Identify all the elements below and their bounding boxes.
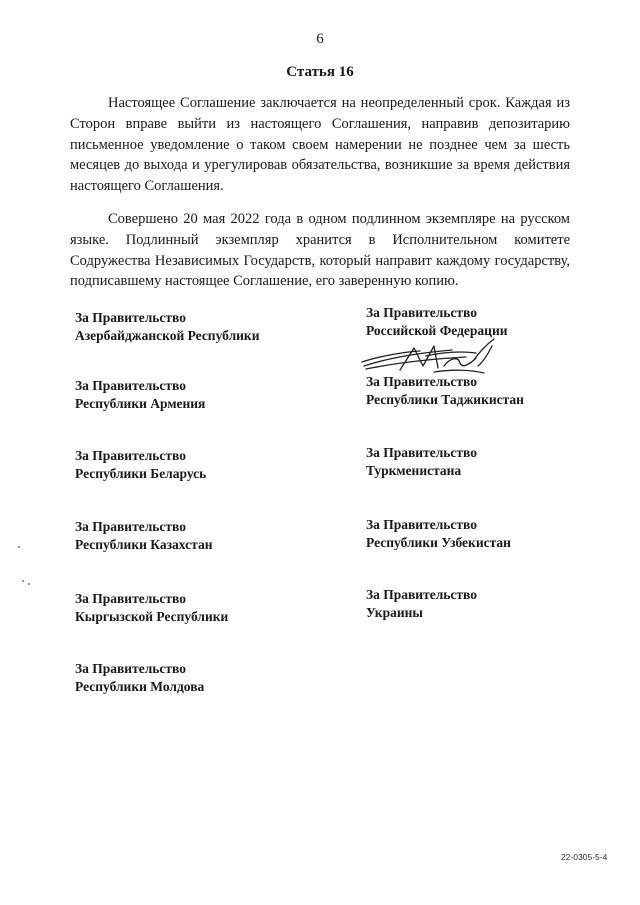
signature-block-tajikistan [366,373,524,408]
scan-speck [22,580,24,582]
signature-block-party: Российской Федерации [366,322,508,338]
signature-block-label: За Правительство [75,310,186,325]
signature-block-party: Республики Беларусь [75,465,207,481]
signature-block-ukraine [366,586,477,621]
signature-block-party: Украины [366,604,423,620]
signature-block-party: Азербайджанской Республики [75,327,260,343]
scan-speck [28,583,30,585]
signature-block-label: За Правительство [366,445,477,460]
signature-block-armenia [75,377,205,412]
article-title: Статья 16 [286,64,354,80]
signature-block-party: Республики Молдова [75,678,205,694]
signature-block-label: За Правительство [75,591,186,606]
paragraph-execution: Совершено 20 мая 2022 года в одном подлинном экземпляре на русском языке. Подлинный экземпляр хранится в Исполнительном комитете Содружества Независимых Государств, который направит каждому государству, подписавшему настоящее Соглашение, его заверенную копию. [70,211,570,290]
signature-block-party: Кыргызской Республики [75,608,229,624]
signature-block-label: За Правительство [366,517,477,532]
signature-block-label: За Правительство [75,661,186,676]
signature-block-label: За Правительство [75,448,186,463]
signature-block-party: Республики Таджикистан [366,391,524,407]
signature-block-label: За Правительство [75,378,186,393]
page-number: 6 [316,31,324,47]
signature-block-label: За Правительство [366,305,477,320]
signature-block-party: Республики Узбекистан [366,534,511,550]
signature-block-kazakhstan [75,518,212,553]
signature-block-uzbekistan [366,516,511,551]
document-code: 22-0305-5-4 [561,852,608,862]
paragraph-term: Настоящее Соглашение заключается на неопределенный срок. Каждая из Сторон вправе выйти из настоящего Соглашения, направив депозитарию письменное уведомление о таком своем намерении не позднее чем за шесть месяцев до выхода и урегулировав обязательства, возникшие за время действия настоящего Соглашения. [70,95,570,195]
signature-block-belarus [75,447,206,482]
signature-block-party: Республики Армения [75,395,206,411]
signature-block-party: Туркменистана [366,462,462,478]
scan-speck [18,546,20,548]
signature-block-label: За Правительство [75,519,186,534]
signature-block-label: За Правительство [366,374,477,389]
signature-block-kyrgyzstan [75,590,228,625]
signature-block-party: Республики Казахстан [75,536,213,552]
signature-block-label: За Правительство [366,587,477,602]
signature-block-moldova [75,660,204,695]
handwritten-signature [360,336,510,378]
signature-block-azerbaijan [75,309,260,344]
signature-block-russia [366,304,508,339]
signature-block-turkmenistan [366,444,477,479]
